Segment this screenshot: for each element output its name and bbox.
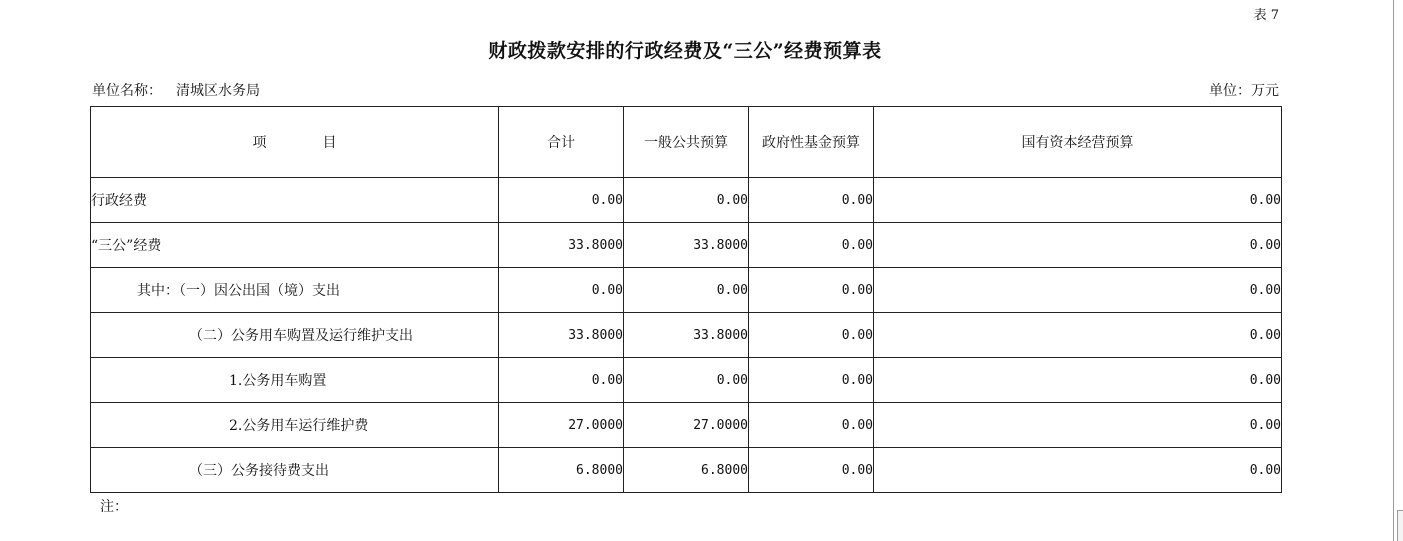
page-title: 财政拨款安排的行政经费及“三公”经费预算表	[488, 40, 882, 62]
row-state-capital: 0.00	[874, 223, 1282, 268]
row-item: （二）公务用车购置及运行维护支出	[91, 313, 499, 358]
row-total: 0.00	[499, 268, 624, 313]
row-government-fund: 0.00	[749, 448, 874, 493]
unit-name-label: 单位名称：	[92, 83, 162, 99]
note-label: 注：	[100, 499, 128, 515]
row-state-capital: 0.00	[874, 268, 1282, 313]
row-item: 其中：（一）因公出国（境）支出	[91, 268, 499, 313]
table-row	[91, 448, 1282, 493]
row-total: 33.8000	[499, 223, 624, 268]
table-row	[91, 268, 1282, 313]
table-row	[91, 358, 1282, 403]
table-header-row	[91, 107, 1282, 178]
row-government-fund: 0.00	[749, 358, 874, 403]
header-government-fund: 政府性基金预算	[749, 107, 874, 178]
budget-table	[90, 106, 1282, 493]
row-total: 27.0000	[499, 403, 624, 448]
row-item: “三公”经费	[91, 223, 499, 268]
row-state-capital: 0.00	[874, 448, 1282, 493]
row-general-budget: 6.8000	[624, 448, 749, 493]
header-item: 项 目	[91, 107, 499, 178]
row-government-fund: 0.00	[749, 268, 874, 313]
row-general-budget: 0.00	[624, 358, 749, 403]
row-general-budget: 0.00	[624, 178, 749, 223]
row-total: 33.8000	[499, 313, 624, 358]
table-row	[91, 403, 1282, 448]
table-row	[91, 223, 1282, 268]
window-edge-divider	[1393, 0, 1394, 541]
row-government-fund: 0.00	[749, 403, 874, 448]
header-general-budget: 一般公共预算	[624, 107, 749, 178]
currency-unit: 单位：万元	[1209, 83, 1279, 99]
row-general-budget: 27.0000	[624, 403, 749, 448]
scrollbar-corner[interactable]	[1397, 510, 1403, 541]
row-general-budget: 33.8000	[624, 223, 749, 268]
row-total: 0.00	[499, 358, 624, 403]
row-state-capital: 0.00	[874, 358, 1282, 403]
row-government-fund: 0.00	[749, 313, 874, 358]
row-government-fund: 0.00	[749, 178, 874, 223]
header-state-capital: 国有资本经营预算	[874, 107, 1282, 178]
row-item: 1.公务用车购置	[91, 358, 499, 403]
row-general-budget: 0.00	[624, 268, 749, 313]
table-row	[91, 313, 1282, 358]
row-item: 2.公务用车运行维护费	[91, 403, 499, 448]
row-total: 6.8000	[499, 448, 624, 493]
row-item: （三）公务接待费支出	[91, 448, 499, 493]
unit-name	[92, 80, 260, 100]
table-row	[91, 178, 1282, 223]
unit-name-value: 清城区水务局	[176, 83, 260, 99]
row-state-capital: 0.00	[874, 178, 1282, 223]
row-government-fund: 0.00	[749, 223, 874, 268]
row-state-capital: 0.00	[874, 403, 1282, 448]
row-general-budget: 33.8000	[624, 313, 749, 358]
table-number: 表 7	[1253, 8, 1279, 23]
header-total: 合计	[499, 107, 624, 178]
row-state-capital: 0.00	[874, 313, 1282, 358]
row-total: 0.00	[499, 178, 624, 223]
row-item: 行政经费	[91, 178, 499, 223]
